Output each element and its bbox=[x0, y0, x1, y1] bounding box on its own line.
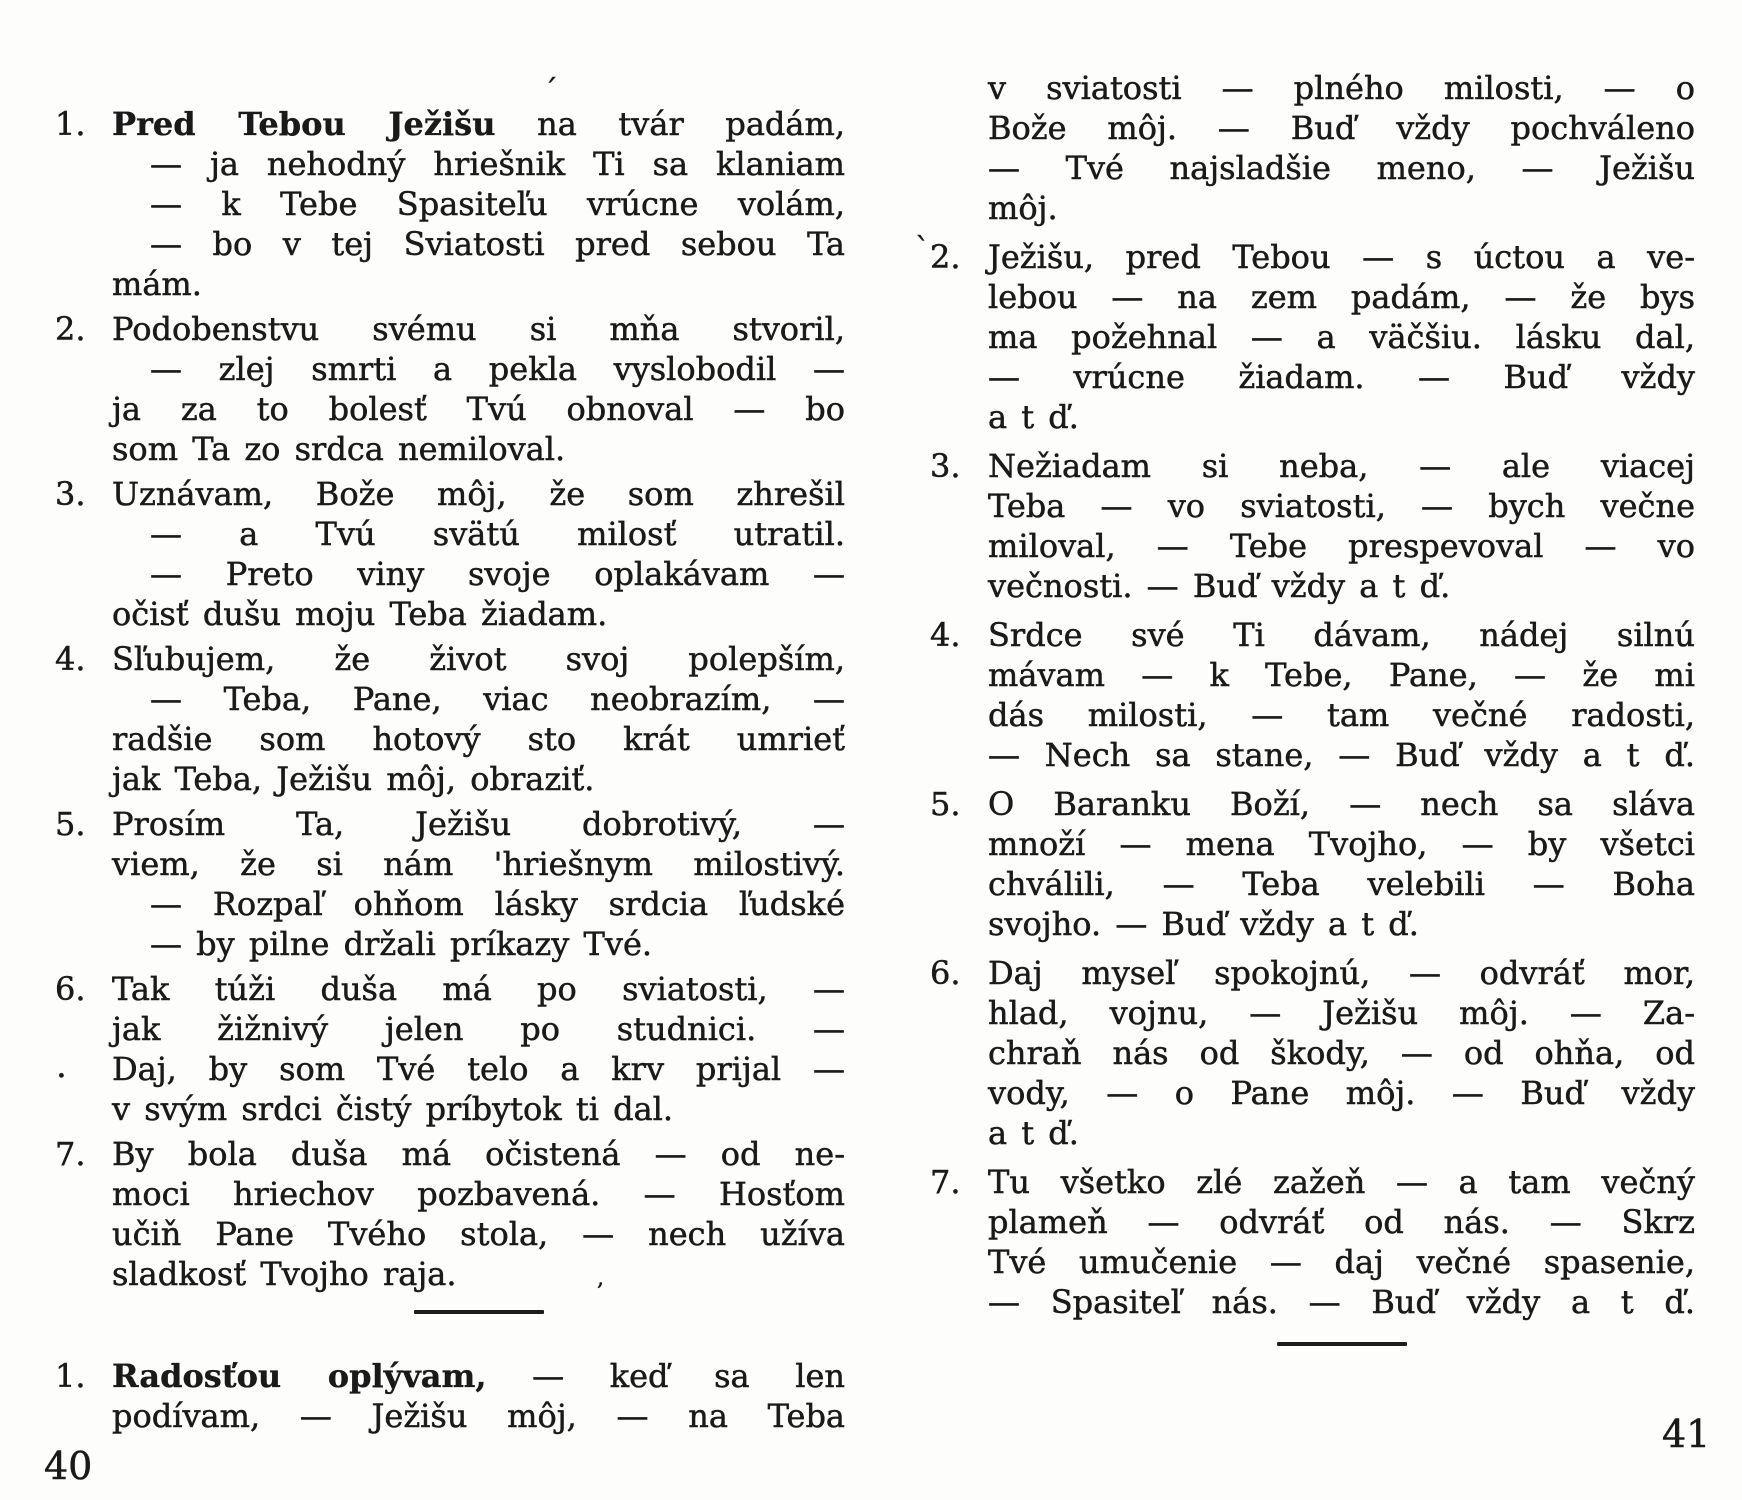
verse-line: mávam — k Tebe, Pane, — že mi bbox=[988, 656, 1695, 694]
verse-line: učiň Pane Tvého stola, — nech užíva bbox=[112, 1215, 845, 1253]
verse-line: ma požehnal — a väčšiu. lásku dal, bbox=[988, 318, 1695, 356]
verse-item bbox=[930, 615, 1695, 775]
verse-line: a t ď. bbox=[988, 398, 1079, 436]
verse-line: Tvé umučenie — daj večné spasenie, bbox=[988, 1243, 1695, 1281]
verse-item bbox=[55, 309, 845, 469]
verse-number: 6. bbox=[930, 954, 961, 992]
verse-line: mám. bbox=[112, 265, 202, 303]
verse-line: Nežiadam si neba, — ale viacej bbox=[988, 447, 1695, 485]
verse-item bbox=[55, 1356, 846, 1436]
verse-line: Tu všetko zlé zažeň — a tam večný bbox=[988, 1163, 1695, 1201]
verse-number: 1. bbox=[55, 105, 86, 143]
verse-line: O Baranku Boží, — nech sa sláva bbox=[988, 785, 1695, 823]
verse-line: chválili, — Teba velebili — Boha bbox=[988, 865, 1695, 903]
verse-line: radšie som hotový sto krát umrieť bbox=[112, 720, 845, 758]
verse-line: miloval, — Tebe prespevoval — vo bbox=[988, 527, 1695, 565]
verse-item bbox=[988, 68, 1695, 228]
verse-line: — a Tvú svätú milosť utratil. bbox=[150, 515, 845, 553]
verse-line: Ježišu, pred Tebou — s úctou a ve- bbox=[988, 238, 1695, 276]
page-number-left: 40 bbox=[44, 1444, 93, 1488]
verse-item bbox=[930, 237, 1695, 437]
stray-grave-mark: ` bbox=[915, 232, 930, 267]
verse-line: môj. bbox=[988, 189, 1058, 227]
verse-line: Bože môj. — Buď vždy pochváleno bbox=[988, 109, 1695, 147]
verse-line: By bola duša má očistená — od ne- bbox=[112, 1135, 845, 1173]
verse-item bbox=[55, 104, 846, 304]
verse-line: — by pilne držali príkazy Tvé. bbox=[150, 925, 653, 963]
right-page-text-column bbox=[930, 68, 1695, 1346]
stray-ink-speck: , bbox=[597, 1266, 604, 1291]
verse-bold-lead: Pred Tebou Ježišu bbox=[112, 105, 496, 143]
verse-line: — Spasiteľ nás. — Buď vždy a t ď. bbox=[988, 1283, 1695, 1321]
verse-line: očisť dušu moju Teba žiadam. bbox=[112, 595, 608, 633]
verse-line: Pred Tebou Ježišu na tvár padám, bbox=[112, 105, 846, 143]
verse-item bbox=[930, 446, 1695, 606]
verse-number: 2. bbox=[930, 238, 961, 276]
verse-number: 3. bbox=[55, 475, 86, 513]
verse-item bbox=[930, 1162, 1695, 1322]
verse-line: — Tvé najsladšie meno, — Ježišu bbox=[988, 149, 1695, 187]
verse-item bbox=[930, 953, 1695, 1153]
section-divider-rule bbox=[1277, 1342, 1407, 1346]
verse-line: Tak túži duša má po sviatosti, — bbox=[112, 970, 845, 1008]
verse-line: — Nech sa stane, — Buď vždy a t ď. bbox=[988, 736, 1695, 774]
verse-line: Daj, by som Tvé telo a krv prijal — bbox=[112, 1050, 845, 1088]
verse-line: Daj myseľ spokojnú, — odvráť mor, bbox=[988, 954, 1695, 992]
verse-line: jak žižnivý jelen po studnici. — bbox=[112, 1010, 845, 1048]
verse-line: — bo v tej Sviatosti pred sebou Ta bbox=[150, 225, 845, 263]
verse-line: — ja nehodný hriešnik Ti sa klaniam bbox=[150, 145, 845, 183]
verse-line: — Preto viny svoje oplakávam — bbox=[150, 555, 845, 593]
verse-line: — zlej smrti a pekla vyslobodil — bbox=[150, 350, 845, 388]
verse-bold-lead: Radosťou oplývam, bbox=[112, 1357, 487, 1395]
verse-line: Teba — vo sviatosti, — bych večne bbox=[988, 487, 1695, 525]
stray-gutter-dot: . bbox=[56, 1046, 67, 1086]
verse-line: plameň — odvráť od nás. — Skrz bbox=[988, 1203, 1695, 1241]
section-divider-rule bbox=[414, 1310, 544, 1314]
verse-line: Uznávam, Bože môj, že som zhrešil bbox=[112, 475, 845, 513]
verse-line: viem, že si nám 'hriešnym milostivý. bbox=[112, 845, 845, 883]
verse-line: hlad, vojnu, — Ježišu môj. — Za- bbox=[988, 994, 1695, 1032]
verse-number: 3. bbox=[930, 447, 961, 485]
verse-line: Srdce své Ti dávam, nádej silnú bbox=[988, 616, 1695, 654]
verse-line: Sľubujem, že život svoj polepším, bbox=[112, 640, 845, 678]
verse-number: 1. bbox=[55, 1357, 86, 1395]
left-page-text-column bbox=[55, 104, 846, 1436]
verse-line: som Ta zo srdca nemiloval. bbox=[112, 430, 566, 468]
verse-line: svojho. — Buď vždy a t ď. bbox=[988, 905, 1419, 943]
verse-line: sladkosť Tvojho raja. bbox=[112, 1255, 457, 1293]
verse-line: ja za to bolesť Tvú obnoval — bo bbox=[112, 390, 845, 428]
verse-item bbox=[930, 784, 1695, 944]
verse-line: vody, — o Pane môj. — Buď vždy bbox=[988, 1074, 1695, 1112]
verse-line: — Rozpaľ ohňom lásky srdcia ľudské bbox=[150, 885, 845, 923]
verse-item bbox=[55, 474, 845, 634]
verse-number: 6. bbox=[55, 970, 86, 1008]
verse-line: dás milosti, — tam večné radosti, bbox=[988, 696, 1695, 734]
verse-item bbox=[55, 1134, 845, 1294]
page-number-right: 41 bbox=[1662, 1412, 1711, 1456]
verse-line: jak Teba, Ježišu môj, obraziť. bbox=[112, 760, 595, 798]
verse-number: 2. bbox=[55, 310, 86, 348]
verse-line: — vrúcne žiadam. — Buď vždy bbox=[988, 358, 1695, 396]
verse-number: 4. bbox=[55, 640, 86, 678]
verse-number: 7. bbox=[930, 1163, 961, 1201]
verse-line: chraň nás od škody, — od ohňa, od bbox=[988, 1034, 1695, 1072]
verse-item bbox=[55, 639, 845, 799]
stray-accent-mark: ´ bbox=[543, 74, 558, 109]
verse-number: 5. bbox=[930, 785, 961, 823]
verse-line: — k Tebe Spasiteľu vrúcne volám, bbox=[150, 185, 845, 223]
verse-line: podívam, — Ježišu môj, — na Teba bbox=[112, 1397, 845, 1435]
verse-line: množí — mena Tvojho, — by všetci bbox=[988, 825, 1695, 863]
verse-line: — Teba, Pane, viac neobrazím, — bbox=[150, 680, 845, 718]
verse-item bbox=[55, 969, 845, 1129]
verse-line: a t ď. bbox=[988, 1114, 1079, 1152]
verse-item bbox=[55, 804, 845, 964]
verse-line: lebou — na zem padám, — že bys bbox=[988, 278, 1695, 316]
verse-line: Prosím Ta, Ježišu dobrotivý, — bbox=[112, 805, 845, 843]
verse-number: 4. bbox=[930, 616, 961, 654]
verse-number: 7. bbox=[55, 1135, 86, 1173]
verse-line: večnosti. — Buď vždy a t ď. bbox=[988, 567, 1451, 605]
verse-line: Radosťou oplývam, — keď sa len bbox=[112, 1357, 846, 1395]
verse-line: moci hriechov pozbavená. — Hosťom bbox=[112, 1175, 845, 1213]
verse-line: Podobenstvu svému si mňa stvoril, bbox=[112, 310, 845, 348]
verse-line: v svým srdci čistý príbytok ti dal. bbox=[112, 1090, 674, 1128]
verse-number: 5. bbox=[55, 805, 86, 843]
verse-line: v sviatosti — plného milosti, — o bbox=[988, 69, 1695, 107]
